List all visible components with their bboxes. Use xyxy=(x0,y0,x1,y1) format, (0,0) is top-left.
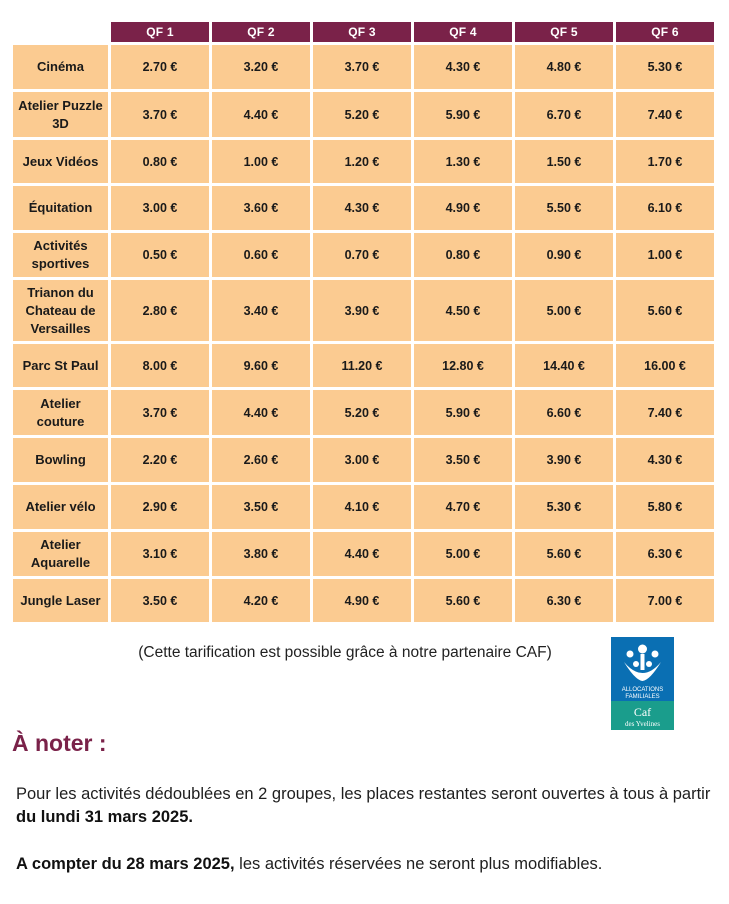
price-cell: 7.00 € xyxy=(616,579,714,622)
price-cell: 0.70 € xyxy=(313,233,411,277)
price-cell: 11.20 € xyxy=(313,344,411,387)
price-cell: 2.80 € xyxy=(111,280,209,341)
note-2-text: les activités réservées ne seront plus modifiables. xyxy=(234,855,603,873)
price-cell: 0.80 € xyxy=(414,233,512,277)
note-1-date: du lundi 31 mars 2025. xyxy=(16,808,193,826)
price-cell: 0.60 € xyxy=(212,233,310,277)
table-corner xyxy=(13,22,108,42)
price-cell: 3.70 € xyxy=(111,390,209,435)
price-cell: 3.10 € xyxy=(111,532,209,576)
activity-cell: Parc St Paul xyxy=(13,344,108,387)
price-cell: 3.00 € xyxy=(111,186,209,230)
caf-logo xyxy=(610,636,675,731)
price-cell: 4.10 € xyxy=(313,485,411,529)
price-cell: 5.30 € xyxy=(616,45,714,89)
price-cell: 3.50 € xyxy=(414,438,512,482)
table-row xyxy=(13,485,714,529)
activity-cell: Jeux Vidéos xyxy=(13,140,108,183)
price-cell: 6.30 € xyxy=(515,579,613,622)
table-row xyxy=(13,344,714,387)
price-cell: 3.60 € xyxy=(212,186,310,230)
price-cell: 4.50 € xyxy=(414,280,512,341)
price-cell: 3.70 € xyxy=(111,92,209,137)
price-cell: 5.60 € xyxy=(414,579,512,622)
price-cell: 16.00 € xyxy=(616,344,714,387)
price-cell: 5.20 € xyxy=(313,92,411,137)
price-cell: 5.80 € xyxy=(616,485,714,529)
price-cell: 3.50 € xyxy=(212,485,310,529)
price-cell: 1.70 € xyxy=(616,140,714,183)
price-cell: 3.90 € xyxy=(313,280,411,341)
price-cell: 5.00 € xyxy=(515,280,613,341)
caf-logo-line1: ALLOCATIONS xyxy=(621,687,664,693)
price-cell: 4.30 € xyxy=(414,45,512,89)
activity-cell: Atelier Puzzle 3D xyxy=(13,92,108,137)
price-cell: 3.90 € xyxy=(515,438,613,482)
price-cell: 5.90 € xyxy=(414,390,512,435)
price-cell: 6.10 € xyxy=(616,186,714,230)
price-cell: 4.90 € xyxy=(313,579,411,622)
activity-cell: Bowling xyxy=(13,438,108,482)
price-cell: 4.30 € xyxy=(313,186,411,230)
table-row xyxy=(13,532,714,576)
column-header: QF 6 xyxy=(616,22,714,42)
table-row xyxy=(13,92,714,137)
pricing-table xyxy=(10,19,717,625)
price-cell: 5.20 € xyxy=(313,390,411,435)
price-cell: 4.40 € xyxy=(212,390,310,435)
activity-cell: Cinéma xyxy=(13,45,108,89)
price-cell: 7.40 € xyxy=(616,390,714,435)
note-1-text: Pour les activités dédoublées en 2 groupes, les places restantes seront ouvertes à tous à partir xyxy=(16,785,711,803)
activity-cell: Jungle Laser xyxy=(13,579,108,622)
caf-partner-note: (Cette tarification est possible grâce à notre partenaire CAF) xyxy=(138,644,552,661)
table-row xyxy=(13,140,714,183)
price-cell: 4.20 € xyxy=(212,579,310,622)
price-cell: 6.30 € xyxy=(616,532,714,576)
price-cell: 0.90 € xyxy=(515,233,613,277)
price-cell: 4.40 € xyxy=(212,92,310,137)
price-cell: 14.40 € xyxy=(515,344,613,387)
price-cell: 3.20 € xyxy=(212,45,310,89)
table-row xyxy=(13,579,714,622)
price-cell: 2.20 € xyxy=(111,438,209,482)
noter-heading: À noter : xyxy=(12,730,107,756)
price-cell: 5.50 € xyxy=(515,186,613,230)
price-cell: 7.40 € xyxy=(616,92,714,137)
note-2-date: A compter du 28 mars 2025, xyxy=(16,855,235,873)
activity-cell: Atelier vélo xyxy=(13,485,108,529)
table-row xyxy=(13,438,714,482)
table-row xyxy=(13,45,714,89)
caf-logo-line2: FAMILIALES xyxy=(625,694,660,700)
price-cell: 1.00 € xyxy=(616,233,714,277)
note-paragraph-1 xyxy=(16,783,721,829)
price-cell: 4.80 € xyxy=(515,45,613,89)
price-cell: 6.70 € xyxy=(515,92,613,137)
price-cell: 2.70 € xyxy=(111,45,209,89)
table-row xyxy=(13,186,714,230)
column-header: QF 2 xyxy=(212,22,310,42)
caf-logo-region: des Yvelines xyxy=(624,720,661,728)
activity-cell: Atelier couture xyxy=(13,390,108,435)
price-cell: 5.30 € xyxy=(515,485,613,529)
activity-cell: Atelier Aquarelle xyxy=(13,532,108,576)
activity-cell: Activités sportives xyxy=(13,233,108,277)
column-header: QF 3 xyxy=(313,22,411,42)
price-cell: 3.50 € xyxy=(111,579,209,622)
note-paragraph-2 xyxy=(16,853,721,876)
caf-logo-brand: Caf xyxy=(633,705,652,719)
price-cell: 3.40 € xyxy=(212,280,310,341)
price-cell: 12.80 € xyxy=(414,344,512,387)
activity-cell: Équitation xyxy=(13,186,108,230)
price-cell: 4.90 € xyxy=(414,186,512,230)
price-cell: 8.00 € xyxy=(111,344,209,387)
price-cell: 1.50 € xyxy=(515,140,613,183)
price-cell: 4.40 € xyxy=(313,532,411,576)
price-cell: 5.90 € xyxy=(414,92,512,137)
price-cell: 5.00 € xyxy=(414,532,512,576)
price-cell: 1.20 € xyxy=(313,140,411,183)
price-cell: 5.60 € xyxy=(515,532,613,576)
price-cell: 1.00 € xyxy=(212,140,310,183)
price-cell: 5.60 € xyxy=(616,280,714,341)
price-cell: 2.90 € xyxy=(111,485,209,529)
price-cell: 0.50 € xyxy=(111,233,209,277)
price-cell: 3.80 € xyxy=(212,532,310,576)
price-cell: 2.60 € xyxy=(212,438,310,482)
table-row xyxy=(13,280,714,341)
column-header: QF 1 xyxy=(111,22,209,42)
price-cell: 6.60 € xyxy=(515,390,613,435)
price-cell: 4.30 € xyxy=(616,438,714,482)
column-header: QF 5 xyxy=(515,22,613,42)
column-header: QF 4 xyxy=(414,22,512,42)
price-cell: 3.00 € xyxy=(313,438,411,482)
table-row xyxy=(13,233,714,277)
activity-cell: Trianon du Chateau de Versailles xyxy=(13,280,108,341)
table-header-row xyxy=(13,22,714,42)
table-row xyxy=(13,390,714,435)
price-cell: 3.70 € xyxy=(313,45,411,89)
price-cell: 1.30 € xyxy=(414,140,512,183)
price-cell: 4.70 € xyxy=(414,485,512,529)
price-cell: 9.60 € xyxy=(212,344,310,387)
price-cell: 0.80 € xyxy=(111,140,209,183)
